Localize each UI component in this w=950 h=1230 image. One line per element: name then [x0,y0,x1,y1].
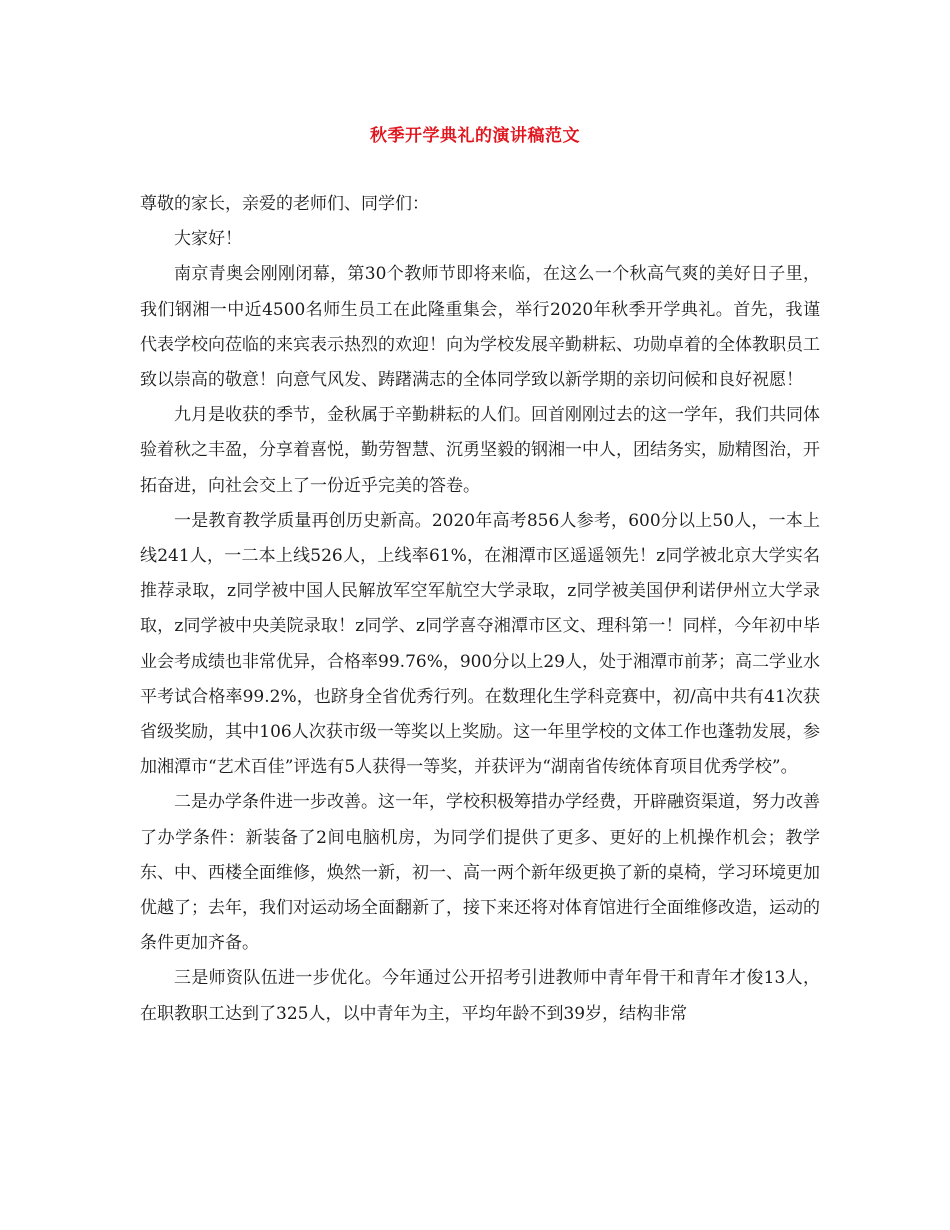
paragraph-greeting: 大家好！ [174,229,242,250]
salutation: 尊敬的家长，亲爱的老师们、同学们： [140,194,429,214]
paragraph-facilities: 二是办学条件进一步改善。这一年，学校积极筹措办学经费，开辟融资渠道，努力改善了办学条件：新装备了2间电脑机房，为同学们提供了更多、更好的上机操作机会；教学东、中、西楼全面维修，焕然一新，初一、高一两个新年级更换了新的桌椅，学习环境更加优越了；去年，我们对运动场全面翻新了，接下来还将对体育馆进行全面维修改造，运动的条件更加齐备。 [140,792,820,954]
document-body [140,187,820,1032]
paragraph-opening: 南京青奥会刚刚闭幕，第30个教师节即将来临，在这么一个秋高气爽的美好日子里，我们钢湘一中近4500名师生员工在此隆重集会，举行2020年秋季开学典礼。首先，我谨代表学校向莅临的来宾表示热烈的欢迎！向为学校发展辛勤耕耘、功勋卓着的全体教职员工致以崇高的敬意！向意气风发、踌躇满志的全体同学致以新学期的亲切问候和良好祝愿！ [140,264,820,391]
paragraph-review: 九月是收获的季节，金秋属于辛勤耕耘的人们。回首刚刚过去的这一学年，我们共同体验着秋之丰盈，分享着喜悦，勤劳智慧、沉勇坚毅的钢湘一中人，团结务实，励精图治，开拓奋进，向社会交上了一份近乎完美的答卷。 [140,405,820,496]
paragraph-teaching-quality: 一是教育教学质量再创历史新高。2020年高考856人参考，600分以上50人，一本上线241人，一二本上线526人，上线率61%，在湘潭市区遥遥领先！z同学被北京大学实名推荐录取，z同学被中国人民解放军空军航空大学录取，z同学被美国伊利诺伊州立大学录取，z同学被中央美院录取！z同学、z同学喜夺湘潭市区文、理科第一！同样，今年初中毕业会考成绩也非常优异，合格率99.76%，900分以上29人，处于湘潭市前茅；高二学业水平考试合格率99.2%，也跻身全省优秀行列。在数理化生学科竞赛中，初/高中共有41次获省级奖励，其中106人次获市级一等奖以上奖励。这一年里学校的文体工作也蓬勃发展，参加湘潭市“艺术百佳”评选有5人获得一等奖，并获评为“湖南省传统体育项目优秀学校”。 [140,510,820,778]
paragraph-faculty: 三是师资队伍进一步优化。今年通过公开招考引进教师中青年骨干和青年才俊13人，在职教职工达到了325人，以中青年为主，平均年龄不到39岁，结构非常 [140,968,820,1024]
document-title: 秋季开学典礼的演讲稿范文 [370,126,580,146]
